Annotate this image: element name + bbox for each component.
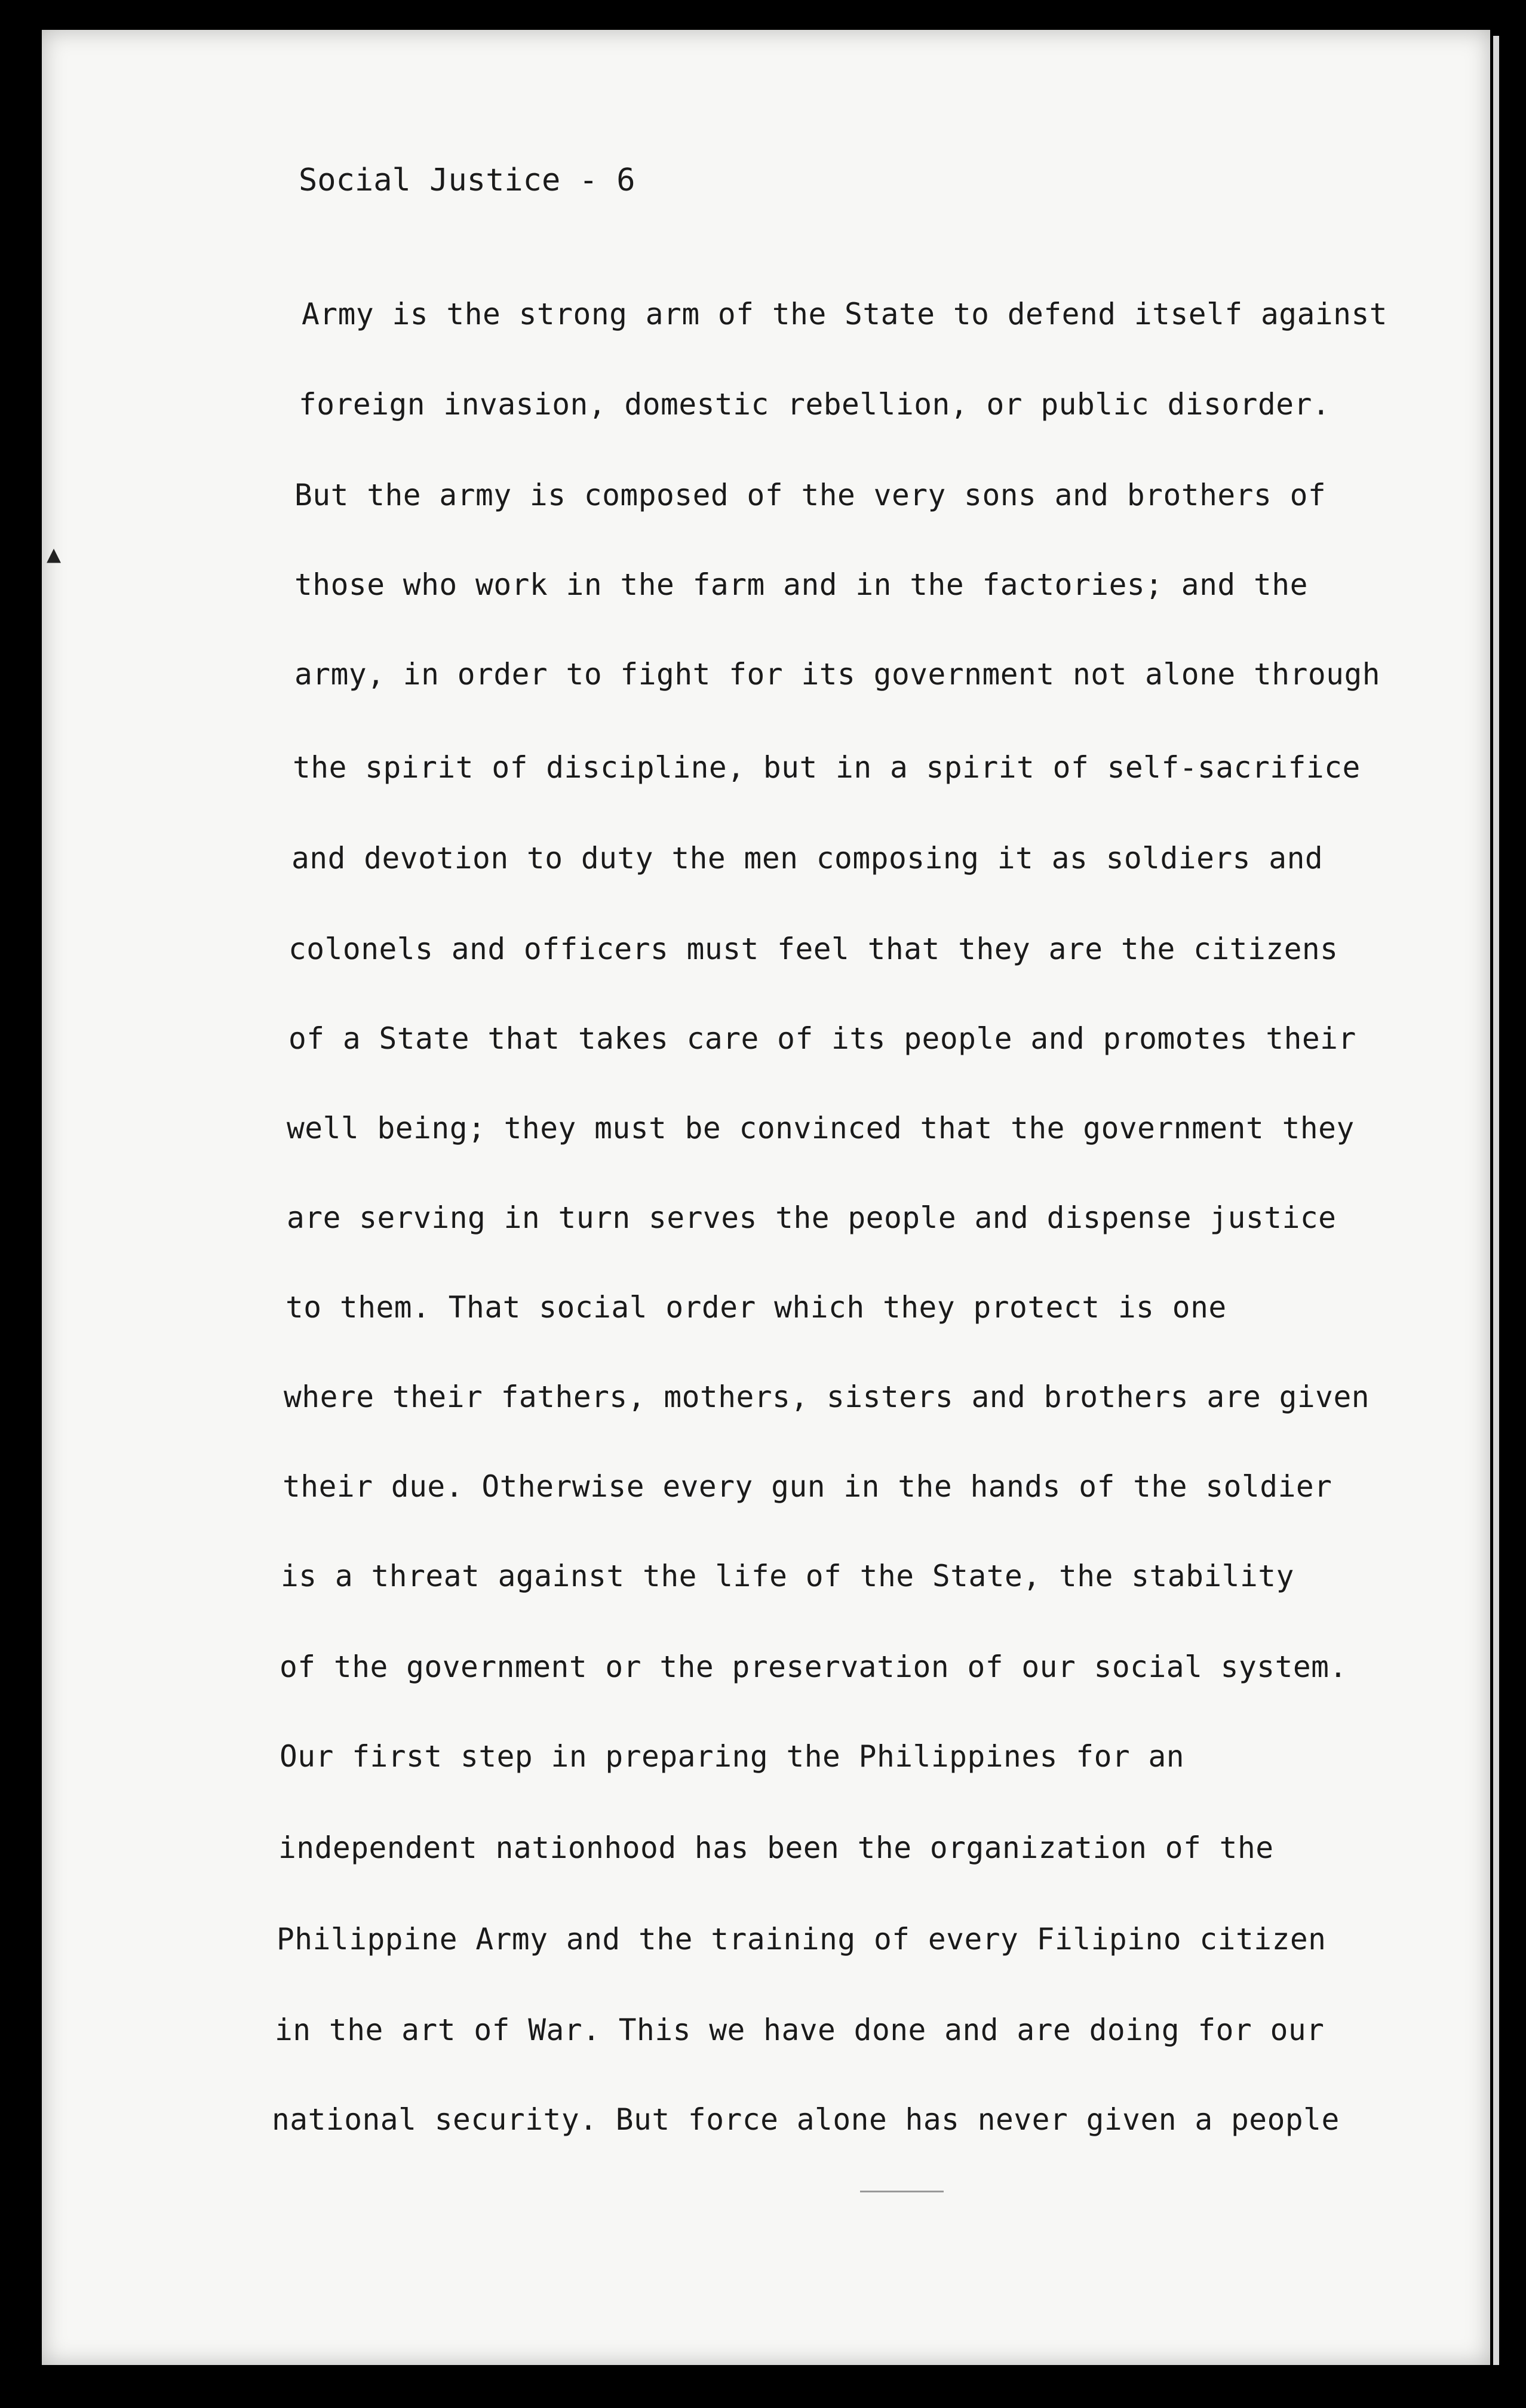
text-line: where their fathers, mothers, sisters and brothers are given [284, 1380, 1370, 1414]
text-line: But the army is composed of the very sons and brothers of [294, 478, 1327, 512]
text-line: colonels and officers must feel that they are the citizens [288, 932, 1338, 966]
text-line: to them. That social order which they protect is one [285, 1290, 1227, 1325]
text-line: in the art of War. This we have done and are doing for our [275, 2013, 1325, 2047]
text-line: those who work in the farm and in the factories; and the [294, 567, 1308, 602]
text-line: is a threat against the life of the State, the stability [281, 1559, 1294, 1593]
page-footer-rule [860, 2191, 944, 2192]
text-line: the spirit of discipline, but in a spirit of self-sacrifice [293, 750, 1361, 785]
text-line: Army is the strong arm of the State to defend itself against [302, 297, 1388, 331]
text-line: of a State that takes care of its people and promotes their [288, 1021, 1356, 1056]
margin-mark: ▲ [47, 540, 62, 568]
text-line: and devotion to duty the men composing it as soldiers and [291, 841, 1324, 876]
text-line: well being; they must be convinced that the government they [287, 1111, 1355, 1145]
text-line: are serving in turn serves the people and dispense justice [287, 1200, 1337, 1235]
text-line: foreign invasion, domestic rebellion, or public disorder. [299, 387, 1331, 422]
text-line: Philippine Army and the training of every Filipino citizen [277, 1922, 1327, 1956]
text-line: army, in order to fight for its government not alone through [294, 657, 1381, 692]
text-line: their due. Otherwise every gun in the hands of the soldier [283, 1469, 1332, 1504]
page-header: Social Justice - 6 [299, 162, 635, 198]
text-line: national security. But force alone has never given a people [272, 2102, 1340, 2137]
text-line: of the government or the preservation of our social system. [280, 1650, 1347, 1684]
text-line: independent nationhood has been the organization of the [278, 1830, 1274, 1865]
text-line: Our first step in preparing the Philippines for an [280, 1739, 1185, 1774]
